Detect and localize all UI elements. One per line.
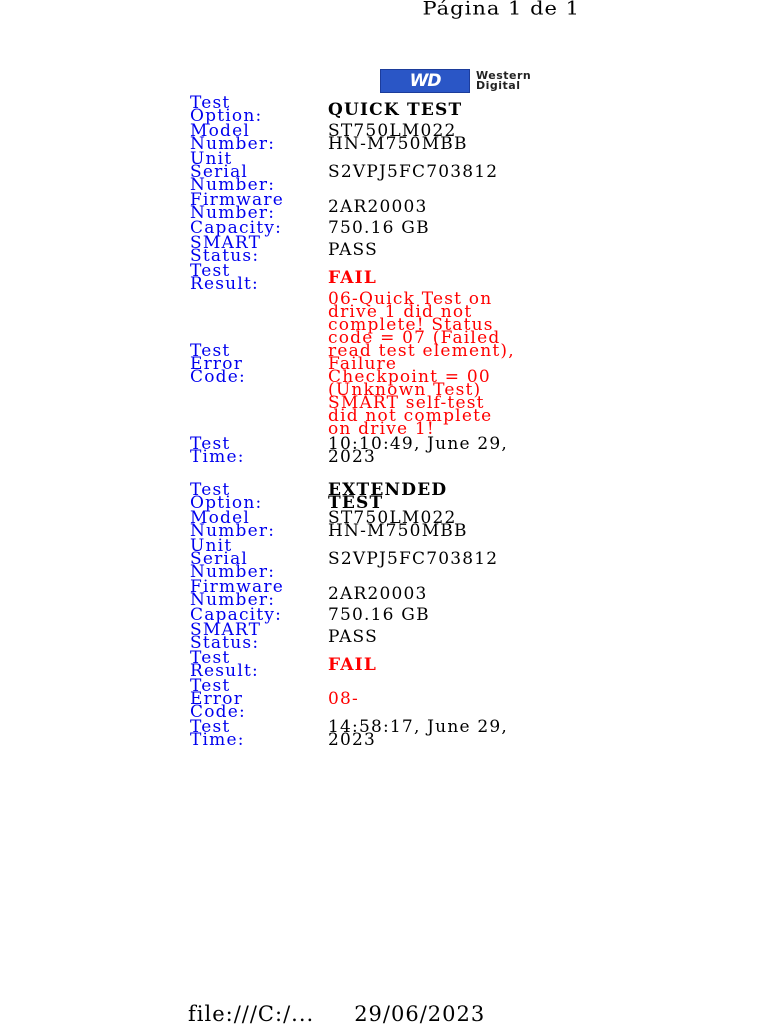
- label-serial-number: Unit Serial Number:: [190, 149, 276, 195]
- value-model-number: ST750LM022 HN-M750MBB: [328, 508, 468, 541]
- test-block-extended: [190, 480, 590, 750]
- label-smart-status: SMART Status:: [190, 620, 262, 653]
- row-firmware-number: [190, 577, 590, 610]
- label-serial-number: Unit Serial Number:: [190, 536, 276, 582]
- label-test-time: Test Time:: [190, 434, 245, 467]
- value-test-result: FAIL: [328, 267, 377, 288]
- test-block-quick: [190, 93, 590, 467]
- value-test-time: 10:10:49, June 29, 2023: [328, 434, 508, 467]
- value-test-option: QUICK TEST: [328, 99, 463, 120]
- value-capacity: 750.16 GB: [328, 218, 430, 238]
- logo-wordmark: [476, 71, 531, 91]
- wd-badge: WD: [380, 69, 470, 93]
- label-firmware-number: Firmware Number:: [190, 190, 284, 223]
- value-test-result: FAIL: [328, 654, 377, 675]
- row-test-option: [190, 480, 590, 513]
- value-error-code: 06-Quick Test on drive 1 did not complete! Status code = 07 (Failed read test element), Failure Checkpoint = 00 (Unknown Test) SMART self-test did not complete on drive 1!: [328, 289, 515, 439]
- logo-line-digital: Digital: [476, 79, 521, 92]
- row-smart-status: [190, 620, 590, 653]
- row-test-time: [190, 717, 590, 750]
- label-test-result: Test Result:: [190, 261, 259, 294]
- label-test-option: Test Option:: [190, 93, 263, 126]
- page-footer: [188, 1002, 485, 1026]
- row-firmware-number: [190, 190, 590, 223]
- value-test-option: EXTENDED TEST: [328, 480, 448, 513]
- row-error-code: [190, 289, 590, 439]
- value-error-code: 08-: [328, 689, 359, 709]
- western-digital-logo: [380, 68, 578, 94]
- test-report: [190, 93, 590, 766]
- value-smart-status: PASS: [328, 239, 378, 260]
- page-number: Página 1 de 1: [422, 0, 580, 19]
- row-smart-status: [190, 233, 590, 266]
- footer-date: 29/06/2023: [354, 1002, 486, 1026]
- label-test-time: Test Time:: [190, 717, 245, 750]
- row-serial-number: [190, 536, 590, 582]
- value-serial-number: S2VPJ5FC703812: [328, 549, 499, 569]
- label-test-result: Test Result:: [190, 648, 259, 681]
- label-model-number: Model Number:: [190, 508, 276, 541]
- label-error-code: Test Error Code:: [190, 341, 246, 387]
- value-test-time: 14:58:17, June 29, 2023: [328, 717, 508, 750]
- row-test-result: [190, 261, 590, 294]
- label-model-number: Model Number:: [190, 121, 276, 154]
- label-error-code: Test Error Code:: [190, 676, 246, 722]
- label-capacity: Capacity:: [190, 218, 283, 238]
- label-firmware-number: Firmware Number:: [190, 577, 284, 610]
- value-capacity: 750.16 GB: [328, 605, 430, 625]
- row-model-number: [190, 121, 590, 154]
- label-capacity: Capacity:: [190, 605, 283, 625]
- value-model-number: ST750LM022 HN-M750MBB: [328, 121, 468, 154]
- row-error-code: [190, 676, 590, 722]
- logo-line-western: Western: [476, 69, 532, 82]
- label-smart-status: SMART Status:: [190, 233, 262, 266]
- row-test-result: [190, 648, 590, 681]
- row-model-number: [190, 508, 590, 541]
- row-serial-number: [190, 149, 590, 195]
- row-test-option: [190, 93, 590, 126]
- value-firmware-number: 2AR20003: [328, 196, 428, 217]
- value-serial-number: S2VPJ5FC703812: [328, 162, 499, 182]
- label-test-option: Test Option:: [190, 480, 263, 513]
- row-test-time: [190, 434, 590, 467]
- value-firmware-number: 2AR20003: [328, 583, 428, 604]
- value-smart-status: PASS: [328, 626, 378, 647]
- footer-file-path: file:///C:/...: [188, 1002, 315, 1026]
